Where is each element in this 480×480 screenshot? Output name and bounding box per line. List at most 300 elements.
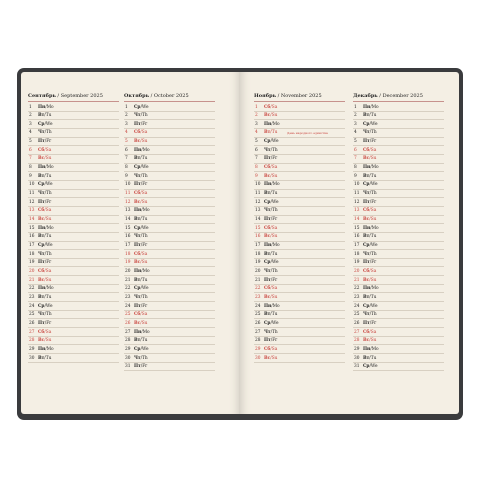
weekday-ru: Вс [134,260,141,266]
header-divider [254,101,345,102]
day-row [254,276,345,285]
day-row [353,103,444,112]
day-number: 4 [125,130,128,136]
weekday-label: Ср/We [264,199,279,205]
weekday-label: Вс/Su [134,320,148,326]
weekday-ru: Чт [38,312,45,318]
weekday-label: Сб/Sa [134,191,148,197]
weekday-en: Su [45,156,52,162]
day-number: 20 [354,268,360,274]
weekday-en: Th [142,294,148,300]
weekday-ru: Пт [38,139,45,145]
weekday-en: Mo [272,243,280,248]
day-number: 26 [354,320,360,326]
weekday-en: Mo [46,165,54,171]
weekday-ru: Вс [363,277,370,283]
day-number: 13 [29,208,35,214]
day-row [254,216,345,225]
weekday-label: Вт/Tu [134,217,148,223]
day-number: 20 [29,268,35,274]
weekday-ru: Пн [38,225,46,231]
weekday-ru: Ср [363,243,370,248]
day-number: 20 [125,268,131,274]
weekday-ru: Ср [134,104,141,110]
weekday-ru: Чт [264,329,271,335]
weekday-label: Сб/Sa [264,346,278,352]
day-row [254,285,345,294]
weekday-ru: Вс [363,217,370,223]
header-divider [124,101,215,102]
weekday-en: Th [371,251,377,257]
weekday-label: Вт/Tu [38,173,52,179]
weekday-ru: Пн [264,121,272,127]
day-number: 21 [354,277,360,283]
weekday-label: Вс/Su [363,217,377,223]
weekday-ru: Ср [264,139,271,145]
weekday-label: Вс/Su [264,173,278,179]
weekday-label: Сб/Sa [264,165,278,171]
weekday-ru: Вт [264,312,271,318]
day-number: 26 [255,320,261,326]
weekday-en: We [141,165,149,171]
day-number: 24 [255,303,261,309]
month-name-en: November 2025 [280,93,322,99]
weekday-ru: Ср [363,182,370,188]
day-number: 19 [255,260,261,266]
weekday-en: Tu [370,234,377,240]
weekday-ru: Пн [38,286,46,292]
weekday-ru: Ср [363,364,370,370]
weekday-label: Пт/Fr [134,303,148,309]
day-row [28,164,119,173]
day-row [124,155,215,164]
weekday-label: Пн/Mo [363,286,379,292]
weekday-ru: Сб [134,191,141,197]
weekday-en: Mo [142,329,150,335]
day-row [353,181,444,190]
weekday-label: Вт/Tu [363,113,377,119]
weekday-label: Ср/We [134,104,149,110]
day-row [353,129,444,138]
weekday-label: Чт/Th [264,329,278,335]
weekday-ru: Сб [38,208,45,214]
day-row [353,155,444,164]
month-title: Октябрь / October 2025 [124,93,189,99]
day-row [353,190,444,199]
day-number: 10 [255,182,261,188]
day-number: 1 [125,104,128,110]
weekday-en: Th [272,208,278,214]
weekday-en: Su [141,320,148,326]
day-number: 2 [125,113,128,119]
weekday-label: Вс/Su [264,294,278,300]
weekday-en: Fr [142,121,148,127]
weekday-ru: Сб [134,251,141,257]
weekday-label: Сб/Sa [38,268,52,274]
weekday-ru: Вс [264,113,271,119]
weekday-ru: Ср [134,225,141,231]
day-row [353,363,444,372]
weekday-ru: Пн [134,268,142,274]
day-row [28,198,119,207]
weekday-label: Пт/Fr [264,338,278,344]
day-row [254,319,345,328]
day-row [124,146,215,155]
weekday-ru: Чт [264,208,271,214]
weekday-ru: Пт [134,303,141,309]
day-row [254,267,345,276]
weekday-en: Th [46,191,52,197]
day-row [353,345,444,354]
weekday-label: Вт/Tu [363,355,377,361]
day-row [28,146,119,155]
day-row [28,242,119,251]
day-number: 6 [354,147,357,153]
day-row [28,190,119,199]
day-number: 10 [29,182,35,188]
weekday-en: We [370,121,378,127]
weekday-label: Чт/Th [363,251,377,257]
weekday-en: Sa [141,191,148,197]
day-number: 25 [125,312,131,318]
day-number: 28 [125,338,131,344]
weekday-label: Пн/Mo [264,182,280,188]
weekday-ru: Ср [38,182,45,188]
weekday-label: Пн/Mo [264,303,280,309]
day-row [353,216,444,225]
day-row [353,138,444,147]
day-row [254,337,345,346]
day-number: 3 [255,121,258,127]
day-row [254,103,345,112]
day-row [124,129,215,138]
weekday-ru: Чт [363,312,370,318]
weekday-en: Mo [371,225,379,231]
day-row [124,302,215,311]
day-number: 9 [29,173,32,179]
weekday-en: Sa [45,329,52,335]
day-list [254,103,345,363]
day-number: 5 [125,139,128,145]
weekday-en: Fr [371,199,377,205]
day-row [124,112,215,121]
weekday-en: Fr [272,277,278,283]
day-number: 15 [255,225,261,231]
weekday-en: Fr [46,320,52,326]
weekday-ru: Сб [38,268,45,274]
weekday-label: Чт/Th [38,251,52,257]
weekday-ru: Вс [38,338,45,344]
weekday-ru: Сб [134,130,141,136]
weekday-ru: Чт [363,251,370,257]
weekday-ru: Вс [264,173,271,179]
day-number: 11 [29,191,35,197]
weekday-label: Пн/Mo [134,147,150,153]
day-number: 22 [29,286,35,292]
day-row [124,267,215,276]
weekday-en: Fr [142,182,148,188]
day-number: 18 [354,251,360,257]
weekday-ru: Сб [38,329,45,335]
day-row [28,233,119,242]
day-number: 3 [29,121,32,127]
weekday-label: Пт/Fr [134,243,148,248]
weekday-label: Сб/Sa [134,312,148,318]
weekday-en: We [370,182,378,188]
weekday-ru: Ср [38,243,45,248]
day-row [353,328,444,337]
weekday-label: Ср/We [134,286,149,292]
weekday-label: Пн/Mo [264,243,280,248]
weekday-label: Сб/Sa [264,286,278,292]
weekday-en: Fr [272,217,278,223]
weekday-ru: Сб [264,286,271,292]
weekday-label: Пт/Fr [38,199,52,205]
weekday-label: Пт/Fr [264,277,278,283]
weekday-label: Ср/We [363,243,378,248]
weekday-en: Su [370,277,377,283]
day-number: 6 [29,147,32,153]
weekday-ru: Сб [264,346,271,352]
day-number: 28 [29,338,35,344]
day-row [124,293,215,302]
weekday-en: Su [271,355,278,361]
day-number: 9 [125,173,128,179]
weekday-en: Mo [46,286,54,292]
day-row [254,233,345,242]
weekday-en: Su [45,338,52,344]
day-row [28,207,119,216]
day-number: 10 [125,182,131,188]
weekday-label: Сб/Sa [264,225,278,231]
day-number: 21 [125,277,131,283]
weekday-ru: Пн [38,104,46,110]
weekday-ru: Пн [264,182,272,188]
weekday-ru: Пт [134,182,141,188]
weekday-en: Mo [46,104,54,110]
weekday-label: Чт/Th [363,130,377,136]
day-number: 5 [354,139,357,145]
weekday-label: Ср/We [363,182,378,188]
weekday-label: Вт/Tu [38,234,52,240]
day-number: 20 [255,268,261,274]
day-row [28,319,119,328]
day-row [28,120,119,129]
day-number: 1 [354,104,357,110]
day-number: 4 [255,130,258,136]
day-number: 25 [354,312,360,318]
day-row [254,345,345,354]
weekday-label: Сб/Sa [134,130,148,136]
weekday-label: Пт/Fr [363,199,377,205]
weekday-label: Сб/Sa [38,329,52,335]
day-row [28,276,119,285]
weekday-label: Вт/Tu [38,294,52,300]
weekday-en: Tu [370,294,377,300]
day-row [28,216,119,225]
day-row [28,311,119,320]
day-row [124,276,215,285]
day-number: 1 [29,104,32,110]
weekday-en: Th [272,329,278,335]
weekday-en: Mo [272,121,280,127]
day-number: 8 [255,165,258,171]
day-row [124,311,215,320]
weekday-en: Sa [370,147,377,153]
day-row [124,319,215,328]
weekday-ru: Ср [38,121,45,127]
day-number: 15 [125,225,131,231]
day-number: 2 [29,113,32,119]
day-number: 16 [354,234,360,240]
weekday-label: Вт/Tu [264,251,278,257]
weekday-ru: Вт [363,355,370,361]
weekday-label: Вс/Su [134,260,148,266]
weekday-label: Ср/We [363,364,378,370]
day-row [28,112,119,121]
weekday-label: Сб/Sa [363,268,377,274]
weekday-ru: Пн [38,165,46,171]
weekday-en: Fr [272,156,278,162]
day-number: 23 [29,294,35,300]
day-row [254,293,345,302]
weekday-en: We [370,364,378,370]
day-row [124,337,215,346]
month-name-ru: Декабрь [353,93,378,99]
weekday-label: Чт/Th [38,130,52,136]
weekday-ru: Сб [38,147,45,153]
day-row [353,311,444,320]
day-list [124,103,215,371]
day-number: 12 [29,199,35,205]
weekday-en: Tu [271,130,278,136]
weekday-ru: Вт [38,294,45,300]
month-title: Декабрь / December 2025 [353,93,423,99]
weekday-en: Tu [370,113,377,119]
weekday-ru: Ср [134,286,141,292]
weekday-ru: Пн [363,104,371,110]
day-row [124,103,215,112]
weekday-en: Su [45,277,52,283]
weekday-ru: Сб [264,104,271,110]
day-row [353,267,444,276]
weekday-en: Sa [141,130,148,136]
day-row [28,259,119,268]
weekday-ru: Вт [134,338,141,344]
day-row [28,138,119,147]
weekday-label: Пн/Mo [363,104,379,110]
weekday-ru: Вс [264,294,271,300]
weekday-ru: Чт [264,147,271,153]
weekday-en: Fr [142,364,148,370]
weekday-ru: Ср [363,121,370,127]
day-row [124,138,215,147]
weekday-label: Чт/Th [134,294,148,300]
weekday-label: Ср/We [38,243,53,248]
weekday-ru: Вт [264,191,271,197]
day-number: 11 [354,191,360,197]
weekday-en: Fr [46,139,52,145]
month-title: Сентябрь / September 2025 [28,93,103,99]
weekday-en: Mo [371,104,379,110]
weekday-en: Tu [141,338,148,344]
day-number: 4 [29,130,32,136]
day-number: 10 [354,182,360,188]
weekday-label: Ср/We [134,165,149,171]
day-row [124,172,215,181]
day-number: 8 [29,165,32,171]
weekday-ru: Чт [134,234,141,240]
weekday-en: Fr [46,260,52,266]
weekday-label: Сб/Sa [38,147,52,153]
day-number: 6 [125,147,128,153]
day-number: 18 [125,251,131,257]
holiday-note: День народного единства [287,130,328,135]
day-row [353,276,444,285]
weekday-en: Sa [45,268,52,274]
weekday-label: Вс/Su [38,156,52,162]
day-row [28,129,119,138]
day-row [254,302,345,311]
day-number: 7 [255,156,258,162]
day-number: 3 [125,121,128,127]
month-name-ru: Сентябрь [28,93,56,99]
day-number: 27 [29,329,35,335]
weekday-en: Tu [271,191,278,197]
weekday-ru: Вт [134,156,141,162]
weekday-en: Tu [45,113,52,119]
weekday-ru: Вт [38,113,45,119]
day-row [124,242,215,251]
weekday-ru: Вт [363,173,370,179]
day-number: 2 [354,113,357,119]
day-number: 19 [354,260,360,266]
weekday-ru: Сб [363,208,370,214]
day-row [124,216,215,225]
day-number: 28 [255,338,261,344]
day-row [353,302,444,311]
weekday-label: Ср/We [363,303,378,309]
weekday-en: Tu [45,294,52,300]
weekday-ru: Пт [134,243,141,248]
day-list [353,103,444,371]
day-number: 16 [29,234,35,240]
weekday-label: Пн/Mo [134,329,150,335]
day-row [254,120,345,129]
day-row [124,285,215,294]
weekday-ru: Пт [264,277,271,283]
day-row [124,181,215,190]
month-name-ru: Ноябрь [254,93,276,99]
weekday-en: Th [371,130,377,136]
day-row [353,259,444,268]
day-number: 14 [354,217,360,223]
weekday-en: Su [141,199,148,205]
weekday-ru: Вс [363,156,370,162]
weekday-label: Вс/Su [134,139,148,145]
weekday-en: Mo [46,225,54,231]
day-row [254,181,345,190]
weekday-ru: Ср [134,346,141,352]
day-row [353,120,444,129]
weekday-ru: Ср [264,260,271,266]
day-number: 19 [29,260,35,266]
day-number: 8 [354,165,357,171]
day-row [353,293,444,302]
weekday-label: Ср/We [134,346,149,352]
day-number: 27 [255,329,261,335]
weekday-en: Fr [46,199,52,205]
